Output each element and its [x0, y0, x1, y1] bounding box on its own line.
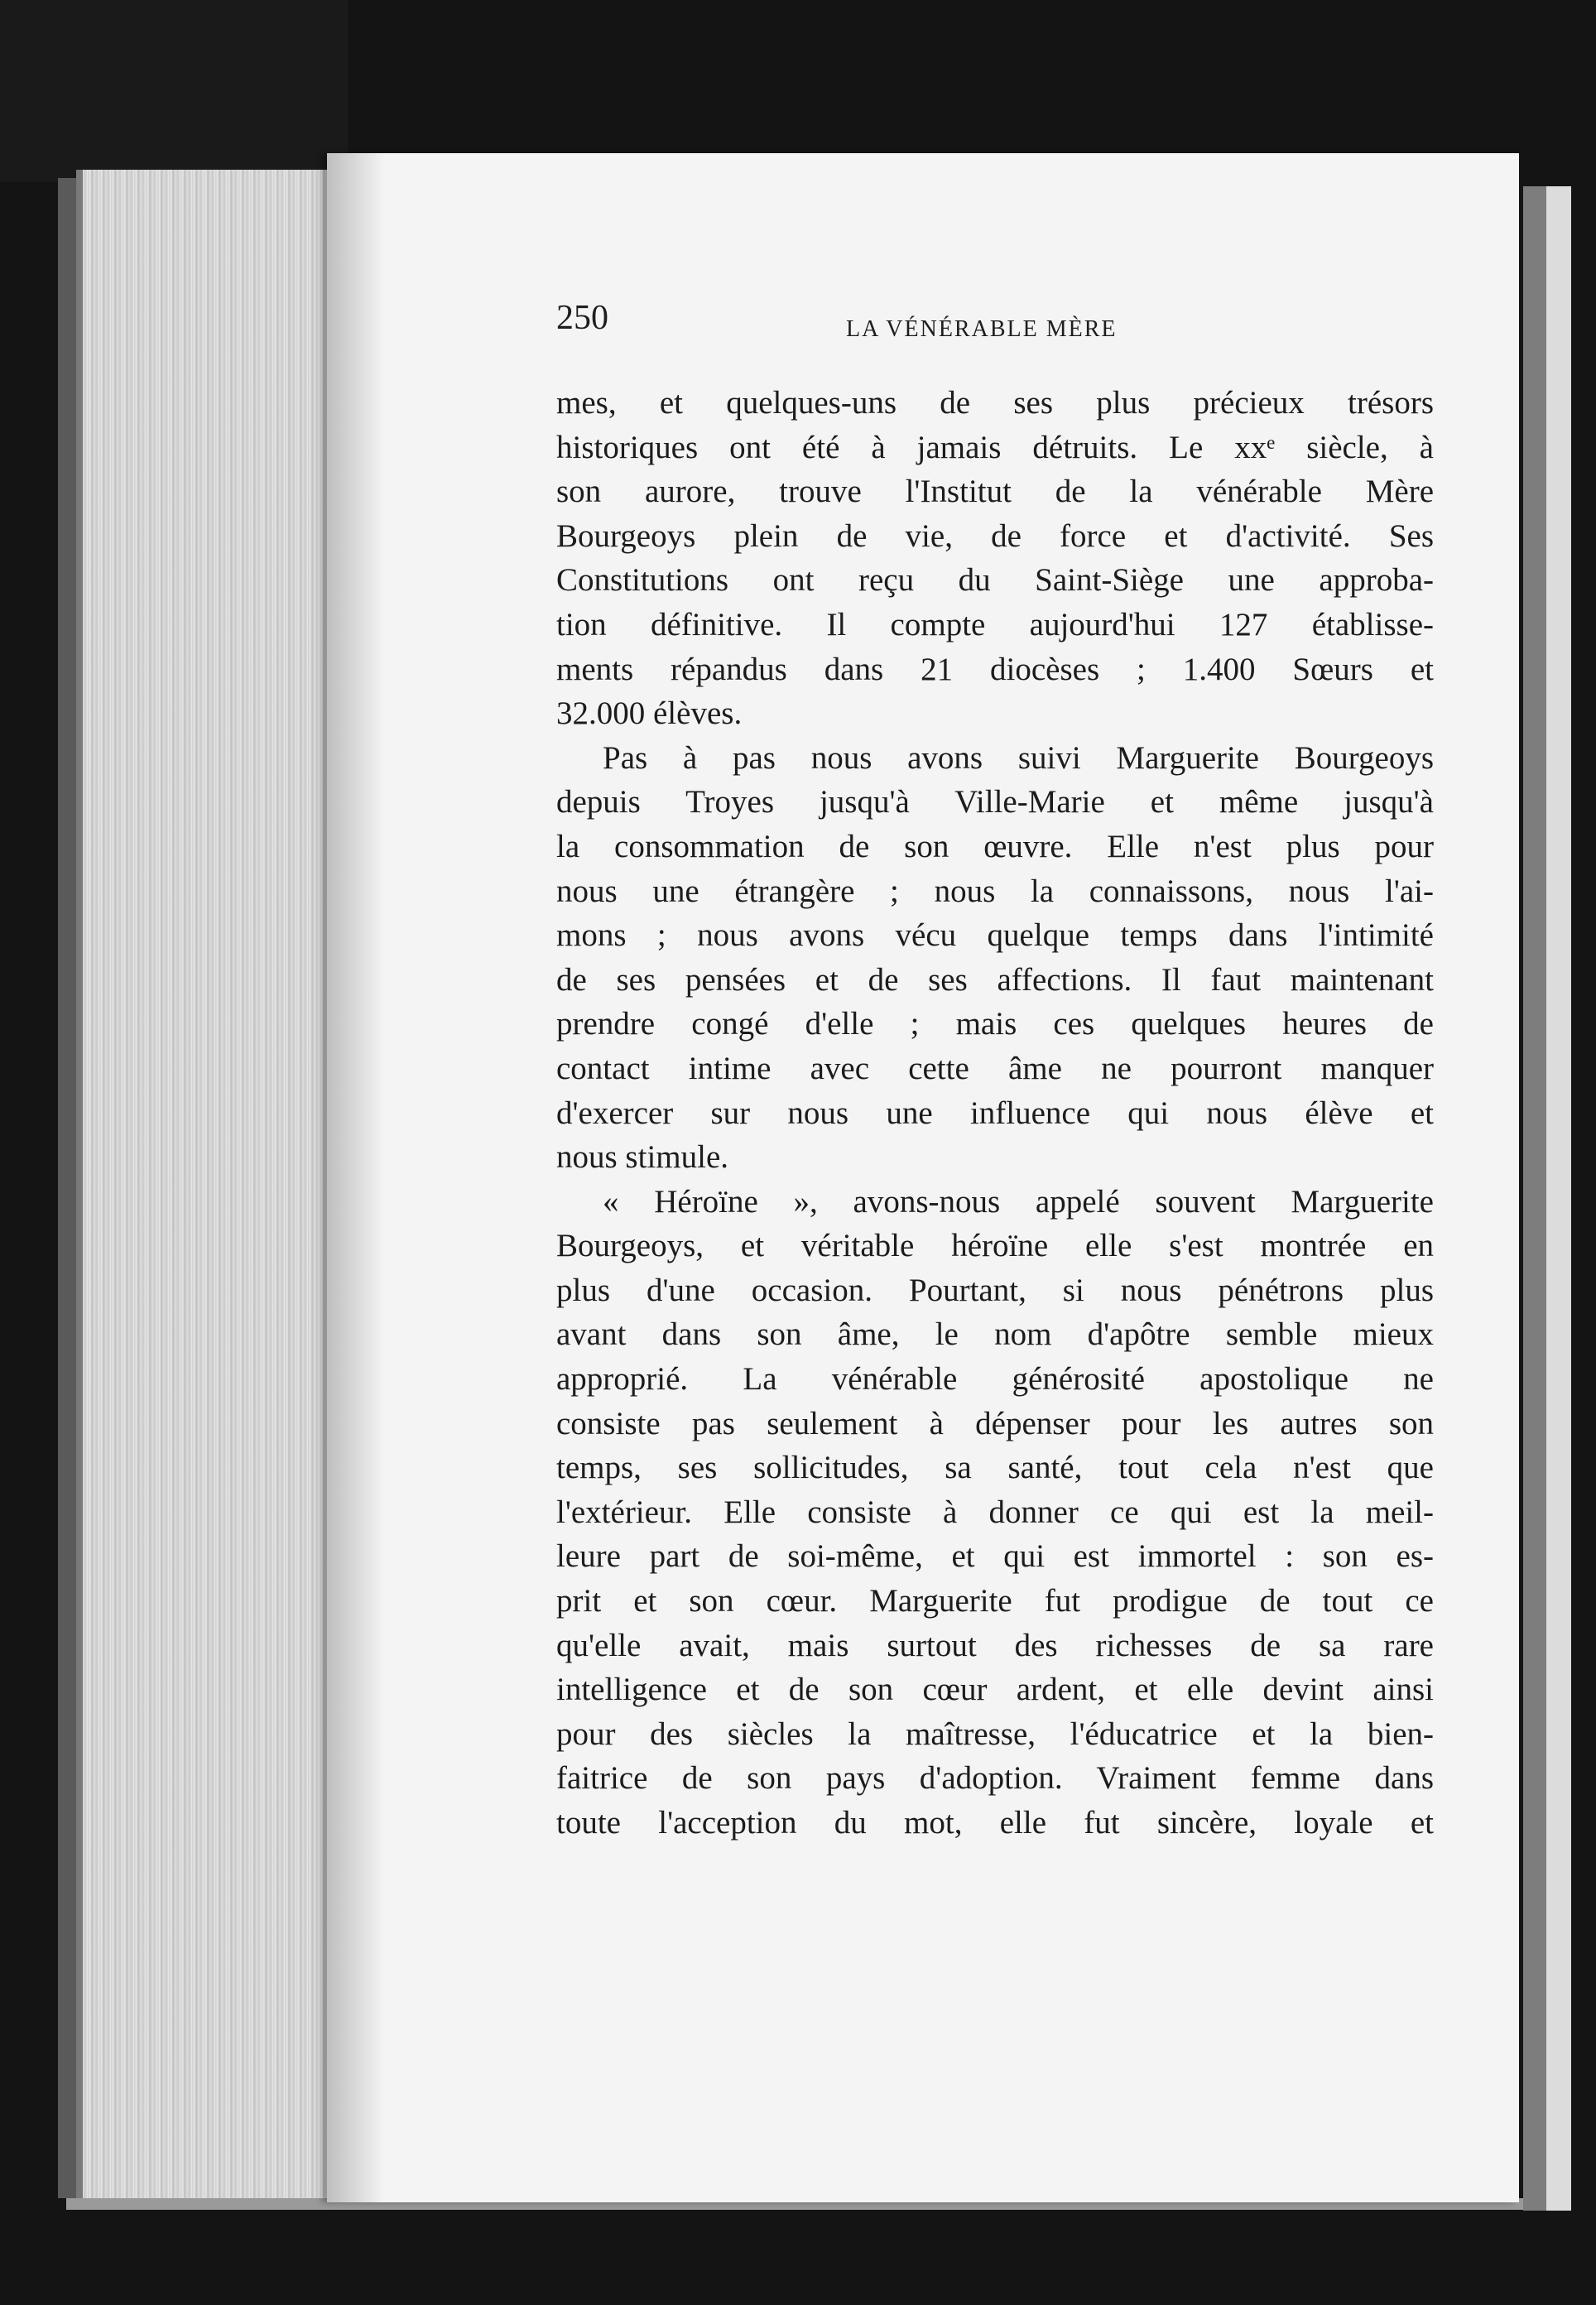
text-line: tion définitive. Il compte aujourd'hui 127 établisse-	[556, 606, 1434, 642]
text-line: consiste pas seulement à dépenser pour les autres son	[556, 1405, 1434, 1441]
text-line: d'exercer sur nous une influence qui nous élève et	[556, 1095, 1434, 1131]
text-line: prit et son cœur. Marguerite fut prodigue de tout ce	[556, 1583, 1434, 1619]
text-line: leure part de soi-même, et qui est immortel : son es-	[556, 1538, 1434, 1575]
page-edges-stack	[76, 170, 349, 2202]
text-line: avant dans son âme, le nom d'apôtre semble mieux	[556, 1316, 1434, 1353]
text-line: son aurore, trouve l'Institut de la vénérable Mère	[556, 474, 1434, 510]
text-line: historiques ont été à jamais détruits. Le xxᵉ siècle, à	[556, 429, 1434, 465]
text-line: mes, et quelques-uns de ses plus précieux trésors	[556, 385, 1434, 421]
text-line: plus d'une occasion. Pourtant, si nous pénétrons plus	[556, 1272, 1434, 1308]
text-line: Bourgeoys plein de vie, de force et d'activité. Ses	[556, 517, 1434, 554]
text-line: depuis Troyes jusqu'à Ville-Marie et même jusqu'à	[556, 784, 1434, 820]
scanner-background	[0, 0, 348, 182]
text-line: la consommation de son œuvre. Elle n'est plus pour	[556, 828, 1434, 864]
text-line: pour des siècles la maîtresse, l'éducatrice et la bien-	[556, 1716, 1434, 1752]
text-line: faitrice de son pays d'adoption. Vraiment femme dans	[556, 1760, 1434, 1797]
body-text	[556, 381, 1434, 1845]
text-line: toute l'acception du mot, elle fut sincère, loyale et	[556, 1805, 1434, 1841]
facing-page-edge	[1546, 186, 1571, 2211]
text-line: ments répandus dans 21 diocèses ; 1.400 Sœurs et	[556, 651, 1434, 687]
page-header	[556, 298, 1384, 348]
paragraph-start-line: Pas à pas nous avons suivi Marguerite Bourgeoys	[603, 739, 1434, 776]
paragraph-start-line: « Héroïne », avons-nous appelé souvent Marguerite	[603, 1183, 1434, 1220]
text-line: l'extérieur. Elle consiste à donner ce qui est la meil-	[556, 1494, 1434, 1530]
text-line: 32.000 élèves.	[556, 695, 743, 732]
gutter-shadow	[327, 153, 385, 2202]
text-line: nous stimule.	[556, 1139, 729, 1176]
running-head: LA VÉNÉRABLE MÈRE	[846, 316, 1118, 342]
page-number: 250	[556, 299, 608, 337]
text-line: contact intime avec cette âme ne pourront manquer	[556, 1050, 1434, 1086]
facing-page-shadow	[1523, 186, 1546, 2211]
text-line: Bourgeoys, et véritable héroïne elle s'est montrée en	[556, 1228, 1434, 1264]
text-line: mons ; nous avons vécu quelque temps dans l'intimité	[556, 917, 1434, 954]
text-line: temps, ses sollicitudes, sa santé, tout cela n'est que	[556, 1450, 1434, 1486]
text-line: intelligence et de son cœur ardent, et elle devint ainsi	[556, 1672, 1434, 1708]
text-line: approprié. La vénérable générosité apostolique ne	[556, 1361, 1434, 1398]
text-line: qu'elle avait, mais surtout des richesses de sa rare	[556, 1627, 1434, 1663]
text-line: de ses pensées et de ses affections. Il faut maintenant	[556, 961, 1434, 998]
text-line: Constitutions ont reçu du Saint-Siège une approba-	[556, 562, 1434, 599]
text-line: prendre congé d'elle ; mais ces quelques heures de	[556, 1006, 1434, 1042]
text-line: nous une étrangère ; nous la connaissons, nous l'ai-	[556, 873, 1434, 909]
